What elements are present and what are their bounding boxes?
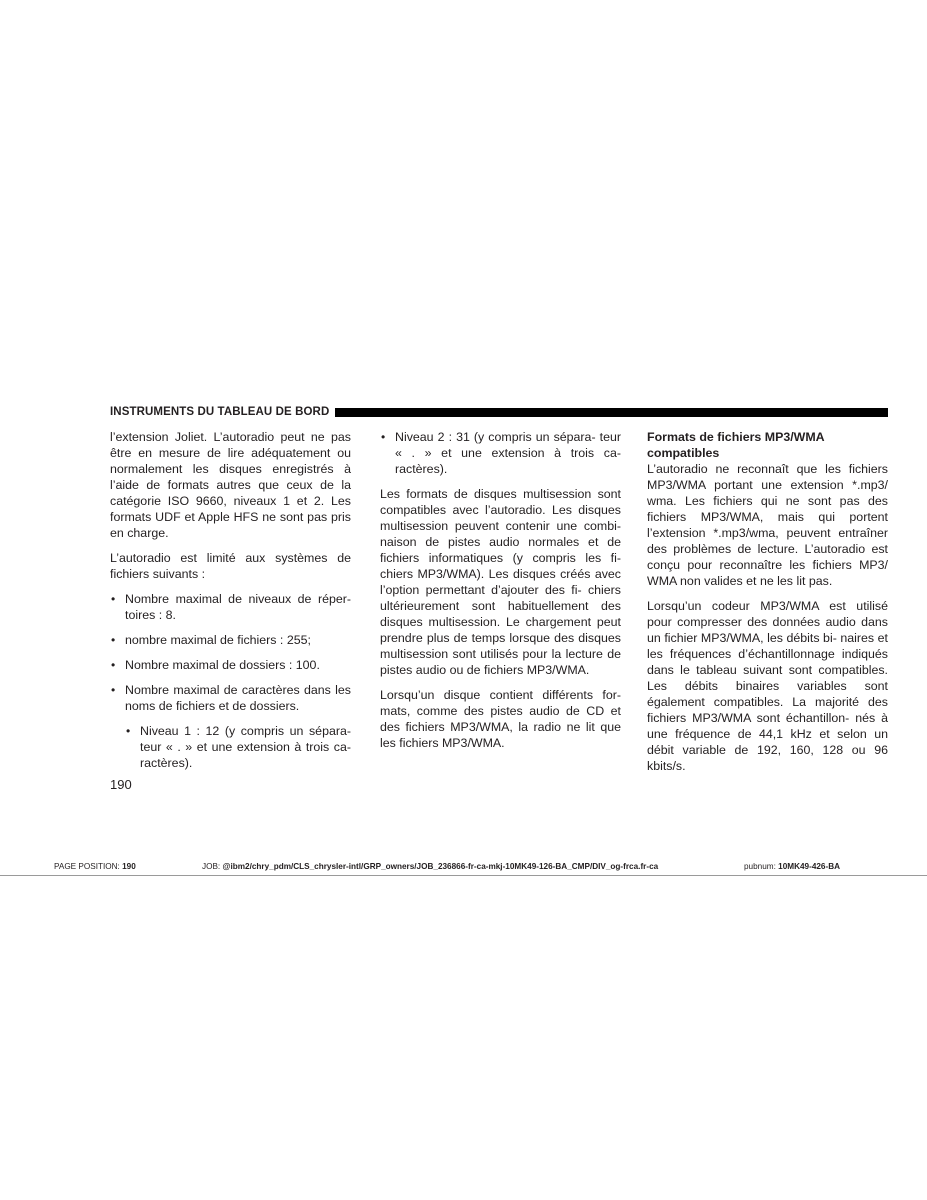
list-item: • Nombre maximal de caractères dans les noms de fichiers et de dossiers. — [111, 683, 351, 713]
section-title: INSTRUMENTS DU TABLEAU DE BORD — [110, 406, 330, 418]
list-item: • nombre maximal de fichiers : 255; — [111, 633, 311, 647]
bullet-list — [110, 591, 351, 714]
bullet-icon: • — [126, 724, 131, 738]
paragraph: L’autoradio est limité aux systèmes de fichiers suivants : — [110, 551, 351, 581]
sub-bullet-list — [110, 723, 351, 771]
bullet-icon: • — [111, 592, 116, 606]
footer-pubnum: pubnum: 10MK49-426-BA — [744, 862, 841, 871]
paragraph: Lorsqu’un disque contient différents for- mats, comme des pistes audio de CD et des fichiers MP3/WMA, la radio ne lit que les fichiers MP3/WMA. — [380, 688, 621, 750]
footer-job: JOB: @ibm2/chry_pdm/CLS_chrysler-intl/GRP_owners/JOB_236866-fr-ca-mkj-10MK49-126-BA_CMP/DIV_og-frca.fr-ca — [202, 862, 659, 871]
list-item: • Nombre maximal de niveaux de réper- toires : 8. — [111, 592, 351, 622]
bullet-icon: • — [111, 633, 116, 647]
paragraph: Lorsqu’un codeur MP3/WMA est utilisé pour compresser des données audio dans un fichier MP3/WMA, les débits bi- naires et les fréquences d’échantillonnage indiqués dans le tableau suivant sont compatibles. Les débits binaires variables sont également compatibles. La majorité des fichiers MP3/WMA sont échantillon- nés à une fréquence de 44,1 kHz et selon un débit variable de 192, 160, 128 ou 96 kbits/s. — [647, 599, 888, 773]
bullet-icon: • — [381, 430, 386, 444]
header-rule — [335, 408, 888, 417]
column-3 — [647, 429, 888, 783]
bullet-icon: • — [111, 658, 116, 672]
list-item: • Nombre maximal de dossiers : 100. — [111, 658, 320, 672]
section-header — [110, 405, 888, 419]
sub-bullet-list — [380, 429, 621, 477]
footer-page-position: PAGE POSITION: 190 — [54, 862, 136, 871]
footer-rule — [0, 875, 927, 876]
subsection-heading: Formats de fichiers MP3/WMA compatibles — [647, 430, 825, 460]
column-1 — [110, 429, 351, 780]
paragraph: Les formats de disques multisession sont compatibles avec l’autoradio. Les disques multisession peuvent contenir une combi- naison de pistes audio normales et de fichiers informatiques (y compris les fi- chiers MP3/WMA). Les disques créés avec l’option permettant d’ajouter des fi- chiers ultérieurement sont habituellement des disques multisession. Le chargement peut prendre plus de temps lorsque des disques multisession sont utilisés pour la lecture de pistes audio ou de fichiers MP3/WMA. — [380, 487, 621, 677]
page-number: 190 — [110, 777, 132, 792]
paragraph: l’extension Joliet. L’autoradio peut ne pas être en mesure de lire adéquatement ou normalement les disques enregistrés à l’aide de formats autres que ceux de la catégorie ISO 9660, niveaux 1 et 2. Les formats UDF et Apple HFS ne sont pas pris en charge. — [110, 430, 351, 540]
list-item: • Niveau 2 : 31 (y compris un sépara- teur « . » et une extension à trois ca- ractères). — [381, 430, 621, 476]
column-2 — [380, 429, 621, 760]
bullet-icon: • — [111, 683, 116, 697]
list-item: • Niveau 1 : 12 (y compris un sépara- teur « . » et une extension à trois ca- ractères). — [126, 724, 351, 770]
paragraph: L’autoradio ne reconnaît que les fichiers MP3/WMA portant une extension *.mp3/ wma. Les fichiers qui ne sont pas des fichiers MP3/WMA, mais qui portent l’extension *.mp3/wma, peuvent entraîner des problèmes de lecture. L’autoradio est conçu pour reconnaître les fichiers MP3/ WMA non valides et ne les lit pas. — [647, 462, 888, 588]
